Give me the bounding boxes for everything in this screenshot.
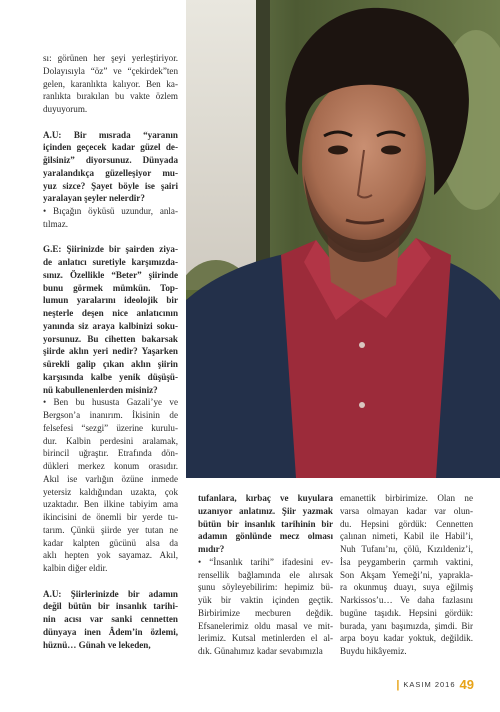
text-line: A.U: Bir mısrada “yaranın (43, 129, 178, 140)
text-line: yetersiz kaldığından uzakta, çok (43, 486, 178, 497)
text-line: karşısında kalbe yenik düşüşü- (43, 371, 178, 382)
text-line: şiirde aklın yeri nedir? Yaşarken (43, 346, 178, 357)
text-line: Nuh Tufanı’nı, çölü, Kızıldeniz’i, (340, 544, 473, 554)
text-line: adamın gönlünde mecz olması (198, 531, 333, 542)
text-line: hüznü… Günah ve lekeden, (43, 639, 151, 650)
text-line: kadar kalpten gücünü alsa da (43, 537, 178, 548)
text-line: İsa peygamberin çarmıh vaktini, (340, 556, 473, 567)
text-line: birincil uğraştır. Etrafında dön- (43, 448, 178, 459)
text-line: dükleri merkez konum orasıdır. (43, 461, 178, 471)
interview-answer (43, 205, 178, 231)
issue-date: KASIM 2016 (403, 680, 456, 689)
paragraph-gap (43, 575, 178, 588)
footer-separator: | (396, 678, 400, 691)
text-line: de anlatıcı suretiyle karşımızda- (43, 257, 178, 267)
text-line: yorsunuz. Bu cihetten bakarsak (43, 333, 178, 344)
text-line: lerimiz. Kutsal metinlerden el al- (198, 633, 333, 644)
interview-answer (198, 556, 333, 658)
text-line: sürekli galip çıkan aklın şiirin (43, 359, 178, 369)
text-line: • “İnsanlık tarihi” ifadesini ev- (198, 556, 333, 567)
text-line: şunu söyleyebilirim: hepimiz bü- (198, 582, 333, 593)
text-line: Birbirimize mecburen değdik. (198, 607, 333, 618)
text-column-3 (340, 492, 473, 658)
text-line: dünyaya inen Âdem’in özlemi, (43, 626, 178, 637)
text-line: rensellik bağlamında ele alırsak (198, 569, 333, 580)
text-line: burada, yanı başımızda, şimdi. Bir (340, 620, 473, 631)
text-column-1 (43, 52, 178, 651)
text-line: Akıl ise varlığın özüne inmede (43, 473, 178, 484)
text-line: ğilsiniz” diyorsunuz. Dünyada (43, 155, 178, 165)
interview-question (43, 588, 178, 652)
text-line: aklı hepten yok sayamaz. Akıl, (43, 550, 178, 561)
text-line: dur. Kalbin perdesini aralamak, (43, 435, 178, 446)
text-line: emanettik birbirimize. Olan ne (340, 493, 473, 503)
text-line: Buydu hikâyemiz. (340, 646, 407, 656)
interview-question (198, 492, 333, 556)
text-line: ikincisini de önemli bir yerde tu- (43, 512, 178, 522)
text-line: G.E: Şiirinizde bir şairden ziya- (43, 244, 178, 255)
text-column-2 (198, 492, 333, 658)
text-line: Bergson’a inanırım. İkisinin de (43, 410, 178, 420)
text-line: tarım. Çünkü şiirde yer tutan ne (43, 524, 178, 535)
text-line: Efsanelerimiz oldu masal ve mit- (198, 620, 333, 631)
text-line: uzaktadır. Ben ilkine tabiyim ama (43, 499, 178, 510)
text-line: Dolayısıyla “öz” ve “çekirdek”ten (43, 65, 178, 76)
page-footer (396, 677, 474, 692)
text-line: bugüne taşıdık. Hepsini gördük: (340, 607, 473, 618)
text-line: duyuyorum. (43, 104, 88, 114)
interview-answer (43, 52, 178, 116)
text-line: varsa olmayan kadar var olun- (340, 505, 473, 516)
text-line: bunu görmek mümkün. Top- (43, 282, 178, 293)
text-line: dık. Günahımız kadar sevabımızla (198, 646, 323, 656)
text-line: du. Hepsini gördük: Cennetten (340, 518, 473, 529)
text-line: • Ben bu hususta Gazali’ye ve (43, 397, 178, 408)
text-line: bütün bir insanlık tarihinin bir (198, 518, 333, 529)
text-line: arpa boyu kadar yoktuk, değildik. (340, 633, 473, 644)
interview-answer (340, 492, 473, 658)
text-line: içinden geçecek kadar güzel de- (43, 142, 178, 153)
text-line: yuz sizce? Şayet böyle ise şairi (43, 180, 178, 191)
text-line: sı: görünen her şeyi yerleştiriyor. (43, 53, 178, 63)
text-line: Narkissos’u… Ve daha fazlasını (340, 595, 473, 605)
text-line: • Bıçağın öyküsü uzundur, anla- (43, 206, 178, 216)
text-line: mıdır? (198, 544, 225, 554)
text-line: çalınan nimeti, Kabil ile Habil’i, (340, 531, 473, 542)
text-line: yaralayan şeyler nelerdir? (43, 193, 145, 204)
paragraph-gap (43, 231, 178, 244)
text-line: nin acısı var sanki cennetten (43, 614, 178, 624)
interview-portrait-photo (186, 0, 500, 478)
paragraph-gap (43, 116, 178, 129)
text-line: gelen, karanlıkta kalıyor. Ben ka- (43, 78, 178, 89)
text-line: sınız. Özellikle “Beter” şiirinde (43, 269, 178, 280)
text-line: uzanıyor anlatınız. Şiir yazmak (198, 505, 333, 516)
text-line: neşterle deşen nice anlatıcının (43, 308, 178, 318)
text-line: tufanlara, kırbaç ve kuyulara (198, 493, 333, 503)
text-line: yük bir vaktin içinden geçtik. (198, 595, 333, 605)
text-line: A.U: Şiirlerinizde bir adamın (43, 588, 178, 599)
text-line: yanında siz araya kalbinizi soku- (43, 320, 178, 331)
text-line: yaralandıkça güzelleşiyor mu- (43, 167, 178, 178)
text-line: ranlıkta bırakılan bu vakte özlem (43, 91, 178, 102)
interview-question (43, 243, 178, 396)
text-line: değil bütün bir insanlık tarihi- (43, 601, 178, 612)
text-line: nü kabullenenlerden misiniz? (43, 384, 158, 395)
interview-answer (43, 396, 178, 575)
text-line: Son Akşam Yemeği’ni, yaprakla- (340, 569, 473, 580)
text-line: lumun yaralarını ideolojik bir (43, 295, 178, 306)
page-number: 49 (459, 677, 474, 692)
interview-question (43, 129, 178, 206)
text-line: tılmaz. (43, 218, 68, 229)
text-line: kalbin diğer eldir. (43, 563, 108, 573)
text-line: ra okunmuş duayı, suya eğilmiş (340, 582, 473, 593)
text-line: felsefesi “sezgi” üzerine kurulu- (43, 422, 178, 433)
